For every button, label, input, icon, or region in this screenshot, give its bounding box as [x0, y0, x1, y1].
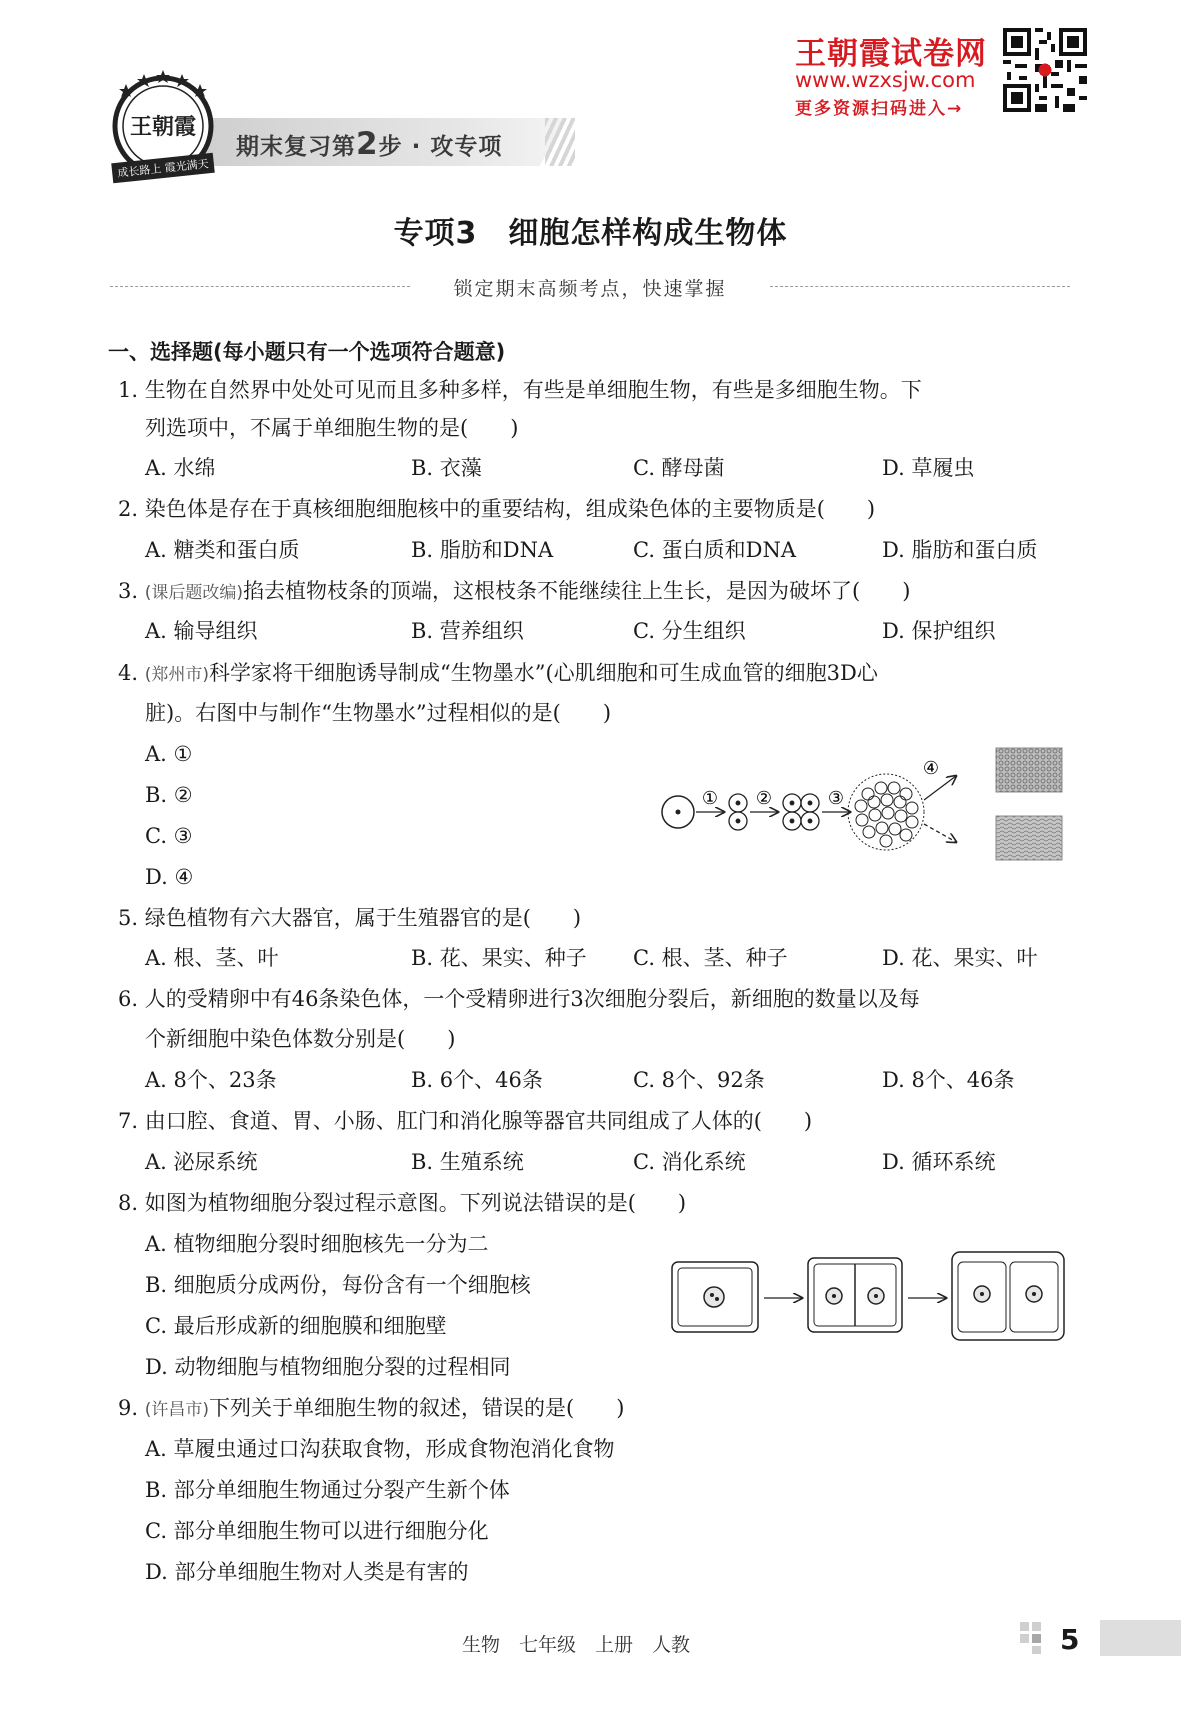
q2-option-b[interactable]: B. 脂肪和DNA [411, 538, 554, 562]
q9-stem [118, 1394, 624, 1424]
q4-option-c[interactable]: C. ③ [145, 824, 193, 848]
q6-option-d[interactable]: D. 8个、46条 [882, 1068, 1015, 1092]
two-cells [729, 794, 747, 830]
two-daughter-cells [952, 1252, 1064, 1340]
q5-stem: 5. 绿色植物有六大器官，属于生殖器官的是( ) [118, 906, 582, 930]
dividing-plant-cell [808, 1258, 902, 1332]
subtitle: 锁定期末高频考点，快速掌握 [453, 278, 727, 300]
q3-source: (课后题改编) [144, 583, 243, 603]
step-suffix: 步 · 攻专项 [378, 134, 503, 160]
q1-option-d[interactable]: D. 草履虫 [882, 456, 975, 480]
cell-mass [848, 774, 924, 850]
q3-number: 3. [118, 579, 139, 603]
brand-url[interactable]: www.wzxsjw.com [795, 68, 976, 92]
four-cells [783, 794, 819, 830]
q6-option-a[interactable]: A. 8个、23条 [145, 1068, 277, 1092]
q4-number: 4. [118, 661, 139, 685]
section-heading: 一、选择题(每小题只有一个选项符合题意) [108, 340, 506, 364]
q1-option-c[interactable]: C. 酵母菌 [633, 456, 725, 480]
step-1-label: ① [701, 788, 719, 809]
page-corner-decoration [1020, 1622, 1052, 1654]
q2-stem: 2. 染色体是存在于真核细胞细胞核中的重要结构，组成染色体的主要物质是( ) [118, 497, 876, 521]
q6-option-b[interactable]: B. 6个、46条 [411, 1068, 543, 1092]
q1-stem-line2: 列选项中，不属于单细胞生物的是( ) [145, 416, 519, 440]
q9-option-a[interactable]: A. 草履虫通过口沟获取食物，形成食物泡消化食物 [145, 1437, 615, 1461]
step-3-label: ③ [827, 788, 845, 809]
q4-option-b[interactable]: B. ② [145, 783, 193, 807]
single-cell [662, 796, 694, 828]
q7-option-a[interactable]: A. 泌尿系统 [145, 1150, 258, 1174]
brand-tip: 更多资源扫码进入→ [795, 99, 964, 119]
q9-text: 下列关于单细胞生物的叙述，错误的是( ) [209, 1396, 625, 1420]
cell-division-differentiation-figure [656, 742, 1066, 864]
q1-option-a[interactable]: A. 水绵 [145, 456, 216, 480]
q4-source: (郑州市) [144, 665, 209, 685]
plant-cell-division-figure [668, 1248, 1068, 1344]
q8-option-a[interactable]: A. 植物细胞分裂时细胞核先一分为二 [145, 1232, 489, 1256]
q3-text: 掐去植物枝条的顶端，这根枝条不能继续往上生长，是因为破坏了( ) [243, 579, 911, 603]
q4-option-d[interactable]: D. ④ [145, 865, 194, 889]
q8-stem: 8. 如图为植物细胞分裂过程示意图。下列说法错误的是( ) [118, 1191, 687, 1215]
wangzhaoxia-logo [104, 70, 222, 188]
step-2-label: ② [755, 788, 773, 809]
q7-option-b[interactable]: B. 生殖系统 [411, 1150, 524, 1174]
page-tab [1100, 1620, 1181, 1656]
q9-option-c[interactable]: C. 部分单细胞生物可以进行细胞分化 [145, 1519, 489, 1543]
q3-option-a[interactable]: A. 输导组织 [145, 619, 258, 643]
q4-stem-line2: 脏)。右图中与制作“生物墨水”过程相似的是( ) [145, 701, 612, 725]
q2-option-d[interactable]: D. 脂肪和蛋白质 [882, 538, 1038, 562]
q6-stem-line1: 6. 人的受精卵中有46条染色体，一个受精卵进行3次细胞分裂后，新细胞的数量以及每 [118, 987, 920, 1011]
parent-plant-cell [672, 1262, 758, 1332]
step-prefix: 期末复习第 [236, 134, 356, 160]
q4-option-a[interactable]: A. ① [145, 742, 193, 766]
q4-stem-line1 [118, 659, 878, 689]
q5-option-c[interactable]: C. 根、茎、种子 [633, 946, 788, 970]
brand-name: 王朝霞试卷网 [795, 36, 987, 72]
tissue-image-1 [996, 748, 1062, 792]
q5-option-b[interactable]: B. 花、果实、种子 [411, 946, 587, 970]
banner-stripes [545, 118, 575, 166]
q8-option-d[interactable]: D. 动物细胞与植物细胞分裂的过程相同 [145, 1355, 511, 1379]
q3-option-c[interactable]: C. 分生组织 [633, 619, 746, 643]
q1-option-b[interactable]: B. 衣藻 [411, 456, 482, 480]
step-label [236, 126, 502, 162]
q2-option-c[interactable]: C. 蛋白质和DNA [633, 538, 797, 562]
q7-option-c[interactable]: C. 消化系统 [633, 1150, 746, 1174]
step-number: 2 [356, 126, 379, 162]
subtitle-rule-right [770, 286, 1070, 287]
subtitle-row [110, 272, 1070, 302]
q8-option-c[interactable]: C. 最后形成新的细胞膜和细胞壁 [145, 1314, 447, 1338]
q9-option-b[interactable]: B. 部分单细胞生物通过分裂产生新个体 [145, 1478, 510, 1502]
q5-option-a[interactable]: A. 根、茎、叶 [145, 946, 279, 970]
q8-option-b[interactable]: B. 细胞质分成两份，每份含有一个细胞核 [145, 1273, 531, 1297]
q7-option-d[interactable]: D. 循环系统 [882, 1150, 996, 1174]
q3-option-d[interactable]: D. 保护组织 [882, 619, 996, 643]
q6-stem-line2: 个新细胞中染色体数分别是( ) [145, 1027, 456, 1051]
tissue-image-2 [996, 816, 1062, 860]
q2-option-a[interactable]: A. 糖类和蛋白质 [145, 538, 300, 562]
q7-stem: 7. 由口腔、食道、胃、小肠、肛门和消化腺等器官共同组成了人体的( ) [118, 1109, 813, 1133]
page-title: 专项3 细胞怎样构成生物体 [393, 216, 788, 251]
page-number: 5 [1060, 1623, 1080, 1656]
q3-option-b[interactable]: B. 营养组织 [411, 619, 524, 643]
svg-text:成长路上 霞光满天: 成长路上 霞光满天 [116, 157, 210, 180]
q6-option-c[interactable]: C. 8个、92条 [633, 1068, 765, 1092]
svg-text:王朝霞: 王朝霞 [129, 114, 197, 140]
q9-option-d[interactable]: D. 部分单细胞生物对人类是有害的 [145, 1560, 469, 1584]
footer-book-info: 生物 七年级 上册 人教 [462, 1634, 691, 1656]
q4-text: 科学家将干细胞诱导制成“生物墨水”(心肌细胞和可生成血管的细胞3D心 [209, 661, 878, 685]
q5-option-d[interactable]: D. 花、果实、叶 [882, 946, 1038, 970]
q3-stem [118, 577, 910, 607]
step-4-label: ④ [922, 758, 940, 779]
q9-number: 9. [118, 1396, 139, 1420]
qr-code-icon[interactable] [1003, 28, 1087, 112]
q9-source: (许昌市) [144, 1400, 209, 1420]
q1-stem-line1: 1. 生物在自然界中处处可见而且多种多样，有些是单细胞生物，有些是多细胞生物。下 [118, 378, 922, 402]
